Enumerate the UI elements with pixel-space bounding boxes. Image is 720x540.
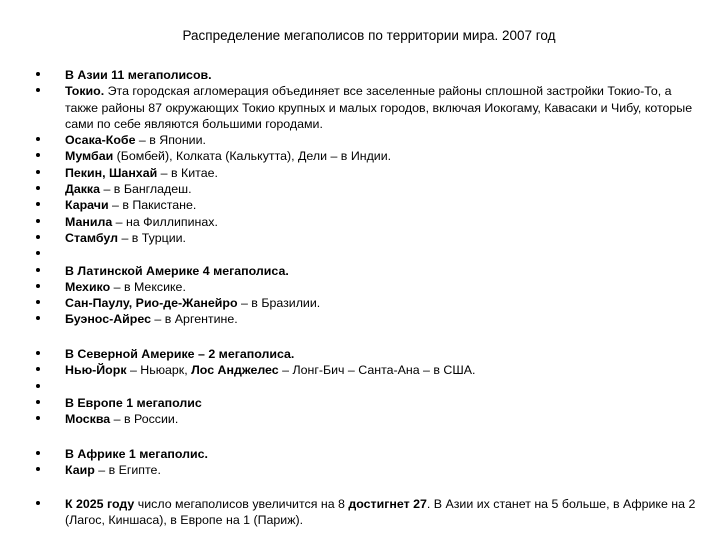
list-item-empty bbox=[0, 379, 720, 395]
list-item: Каир – в Египте. bbox=[0, 462, 720, 478]
list-item: Дакка – в Бангладеш. bbox=[0, 181, 720, 197]
page-title: Распределение мегаполисов по территории мира. 2007 год bbox=[182, 28, 556, 43]
list-item bbox=[0, 446, 720, 462]
list-item: Москва – в России. bbox=[0, 411, 720, 427]
europe-heading: В Европе 1 мегаполис bbox=[65, 395, 202, 410]
list-item bbox=[0, 263, 720, 279]
list-item bbox=[0, 67, 720, 83]
forecast-list bbox=[0, 496, 720, 529]
list-item: Стамбул – в Турции. bbox=[0, 230, 720, 246]
africa-heading: В Африке 1 мегаполис. bbox=[65, 447, 208, 461]
list-item: Карачи – в Пакистане. bbox=[0, 197, 720, 213]
list-item: Манила – на Филлипинах. bbox=[0, 214, 720, 230]
list-item bbox=[0, 395, 720, 411]
list-item: Пекин, Шанхай – в Китае. bbox=[0, 165, 720, 181]
list-item: Мумбаи (Бомбей), Колката (Калькутта), Дели – в Индии. bbox=[0, 148, 720, 164]
asia-heading: В Азии 11 мегаполисов. bbox=[65, 68, 212, 82]
list-item: Буэнос-Айрес – в Аргентине. bbox=[0, 311, 720, 327]
list-item bbox=[0, 346, 720, 362]
list-item: Токио. Эта городская агломерация объединяет все заселенные районы сплошной застройки Токио-То, а также районы 87 окружающих Токио крупных и малых городов, включая Иокогаму, Кавасаки и Чибу, которые сами по себе являются большими городами. bbox=[0, 83, 720, 132]
list-item: К 2025 году число мегаполисов увеличится на 8 достигнет 27. В Азии их станет на 5 больше, в Африке на 2 (Лагос, Киншаса), в Европе на 1 (Париж). bbox=[0, 496, 720, 529]
list-item: Осака-Кобе – в Японии. bbox=[0, 132, 720, 148]
africa-list bbox=[0, 446, 720, 479]
north-america-list bbox=[0, 346, 720, 427]
list-item-empty bbox=[0, 246, 720, 262]
latam-heading: В Латинской Америке 4 мегаполиса. bbox=[65, 263, 289, 278]
list-item: Сан-Паулу, Рио-де-Жанейро – в Бразилии. bbox=[0, 295, 720, 311]
namerica-heading: В Северной Америке – 2 мегаполиса. bbox=[65, 347, 295, 361]
asia-list bbox=[0, 67, 720, 328]
list-item: Нью-Йорк – Ньюарк, Лос Анджелес – Лонг-Бич – Санта-Ана – в США. bbox=[0, 362, 720, 378]
list-item: Мехико – в Мексике. bbox=[0, 279, 720, 295]
